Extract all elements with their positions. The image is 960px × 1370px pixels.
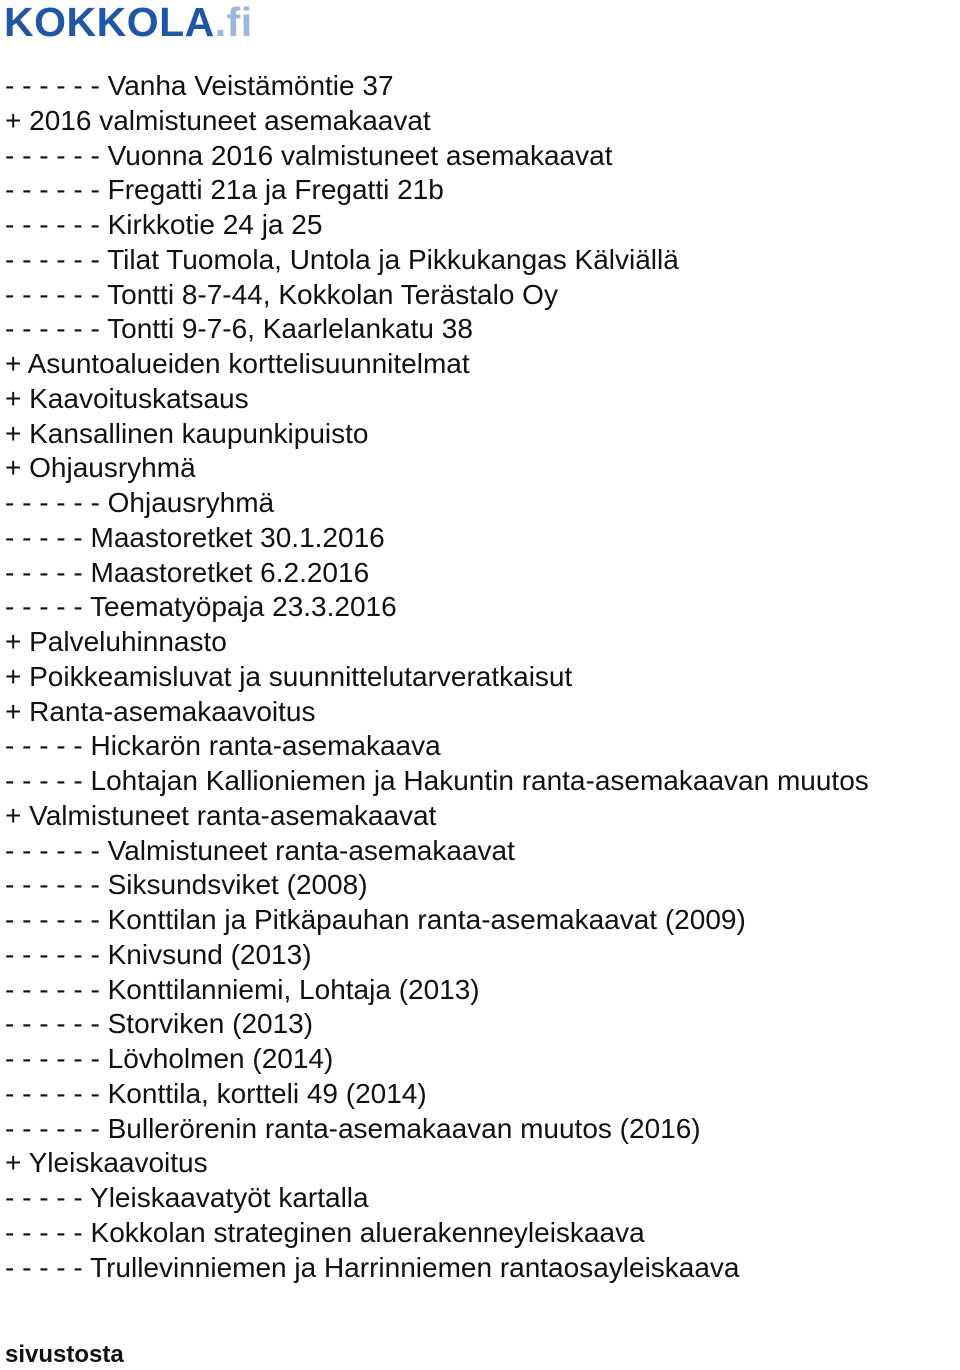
sitemap-item[interactable]: - - - - - - Storviken (2013) <box>5 1008 314 1040</box>
sitemap-item[interactable]: - - - - - - Tontti 8-7-44, Kokkolan Terästalo Oy <box>5 278 558 310</box>
sitemap-item[interactable]: - - - - - - Konttilan ja Pitkäpauhan ranta-asemakaavat (2009) <box>5 904 746 935</box>
sitemap-item[interactable]: + Yleiskaavoitus <box>5 1147 208 1179</box>
sitemap-item[interactable]: - - - - - - Kirkkotie 24 ja 25 <box>5 209 323 240</box>
sitemap-item[interactable]: - - - - - - Vanha Veistämöntie 37 <box>5 70 394 101</box>
sitemap-item[interactable]: + Palveluhinnasto <box>5 626 227 657</box>
sitemap-item[interactable]: - - - - - Maastoretket 6.2.2016 <box>5 556 370 588</box>
footer-sitemap-label: sivustosta <box>5 1341 124 1368</box>
sitemap-list <box>5 69 869 1285</box>
sitemap-item[interactable]: - - - - - - Vuonna 2016 valmistuneet asemakaavat <box>5 139 613 171</box>
sitemap-item[interactable]: - - - - - Kokkolan strateginen aluerakenneyleiskaava <box>5 1216 645 1248</box>
sitemap-item[interactable]: - - - - - - Ohjausryhmä <box>5 487 275 518</box>
sitemap-item[interactable]: - - - - - - Konttila, kortteli 49 (2014) <box>5 1077 427 1109</box>
sitemap-item[interactable]: + Poikkeamisluvat ja suunnittelutarveratkaisut <box>5 660 573 692</box>
sitemap-item[interactable]: - - - - - Trullevinniemen ja Harrinniemen rantaosayleiskaava <box>5 1251 740 1283</box>
sitemap-item[interactable]: - - - - - - Knivsund (2013) <box>5 938 312 970</box>
sitemap-item[interactable]: + Ranta-asemakaavoitus <box>5 695 316 727</box>
sitemap-item[interactable]: - - - - - - Tontti 9-7-6, Kaarlelankatu 38 <box>5 313 473 345</box>
sitemap-item[interactable]: + Kansallinen kaupunkipuisto <box>5 417 369 449</box>
sitemap-item[interactable]: - - - - - - Lövholmen (2014) <box>5 1043 334 1074</box>
sitemap-item[interactable]: - - - - - Lohtajan Kallioniemen ja Hakuntin ranta-asemakaavan muutos <box>5 765 869 796</box>
logo-suffix-text: .fi <box>214 0 253 45</box>
sitemap-item[interactable]: - - - - - - Bullerörenin ranta-asemakaavan muutos (2016) <box>5 1112 701 1144</box>
sitemap-item[interactable]: - - - - - - Konttilanniemi, Lohtaja (2013) <box>5 973 480 1005</box>
logo-main-text: KOKKOLA <box>4 0 215 45</box>
sitemap-item[interactable]: - - - - - Hickarön ranta-asemakaava <box>5 730 441 762</box>
sitemap-item[interactable]: - - - - - - Fregatti 21a ja Fregatti 21b <box>5 174 444 206</box>
sitemap-item[interactable]: + 2016 valmistuneet asemakaavat <box>5 104 431 136</box>
sitemap-item[interactable]: - - - - - - Valmistuneet ranta-asemakaavat <box>5 834 515 866</box>
sitemap-item[interactable]: + Valmistuneet ranta-asemakaavat <box>5 799 437 831</box>
sitemap-item[interactable]: - - - - - Yleiskaavatyöt kartalla <box>5 1182 369 1213</box>
sitemap-item[interactable]: + Asuntoalueiden korttelisuunnitelmat <box>5 348 470 379</box>
sitemap-item[interactable]: - - - - - - Tilat Tuomola, Untola ja Pikkukangas Kälviällä <box>5 243 679 275</box>
sitemap-item[interactable]: - - - - - Maastoretket 30.1.2016 <box>5 521 385 553</box>
sitemap-item[interactable]: + Ohjausryhmä <box>5 452 196 484</box>
site-logo[interactable] <box>4 0 253 44</box>
sitemap-item[interactable]: - - - - - Teematyöpaja 23.3.2016 <box>5 591 397 623</box>
sitemap-item[interactable]: - - - - - - Siksundsviket (2008) <box>5 869 368 901</box>
sitemap-item[interactable]: + Kaavoituskatsaus <box>5 382 249 414</box>
